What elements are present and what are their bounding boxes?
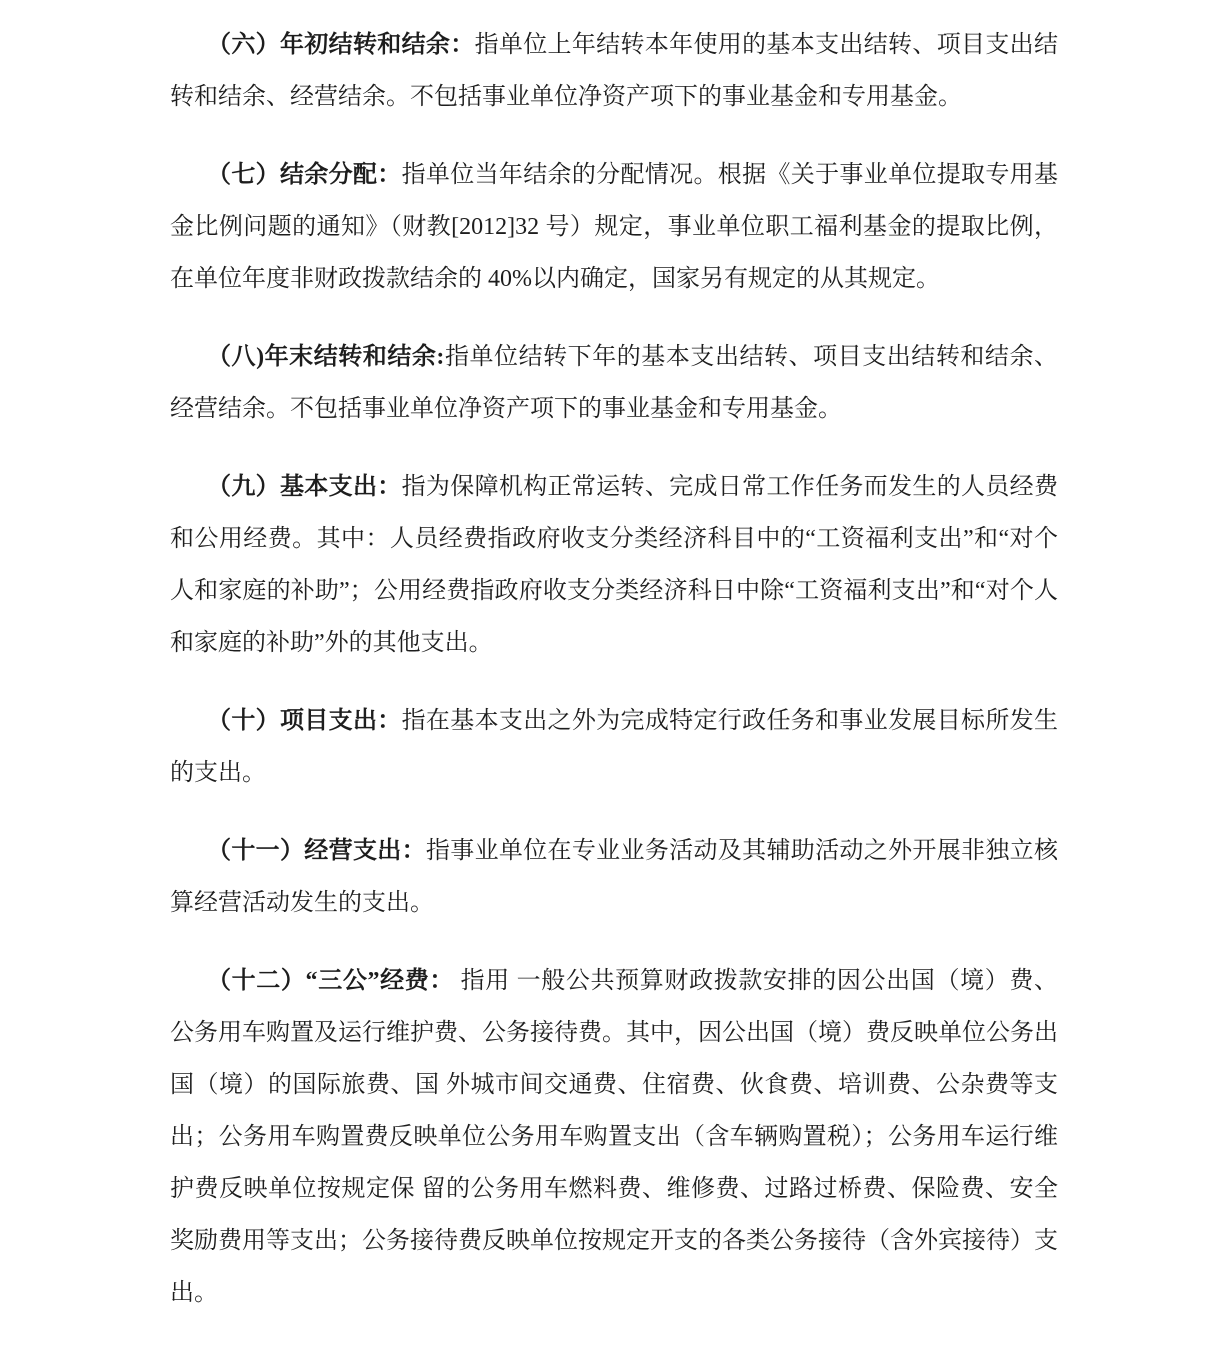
section-6-body: 指单位上年结转本年使用的基本支出结转、项目支出结转和结余、经营结余。不包括事业单位净资产项下的事业基金和专用基金。 [170, 32, 1059, 110]
section-12-heading: （十二）“三公”经费： [207, 968, 455, 994]
paragraph-section-7 [170, 149, 1058, 305]
section-7-body: 指单位当年结余的分配情况。根据《关于事业单位提取专用基金比例问题的通知》（财教[2012]32 号）规定，事业单位职工福利基金的提取比例，在单位年度非财政拨款结余的 40%以内确定，国家另有规定的从其规定。 [170, 162, 1059, 292]
paragraph-section-6 [170, 19, 1058, 123]
paragraph-section-10 [170, 695, 1058, 799]
section-12-body: 指用 一般公共预算财政拨款安排的因公出国（境）费、公务用车购置及运行维护费、公务接待费。其中，因公出国（境）费反映单位公务出国（境）的国际旅费、国 外城市间交通费、住宿费、伙食费、培训费、公杂费等支出；公务用车购置费反映单位公务用车购置支出（含车辆购置税）；公务用车运行维护费反映单位按规定保 留的公务用车燃料费、维修费、过路过桥费、保险费、安全奖励费用等支出；公务接待费反映单位按规定开支的各类公务接待（含外宾接待）支出。 [170, 968, 1059, 1306]
section-10-body: 指在基本支出之外为完成特定行政任务和事业发展目标所发生的支出。 [170, 708, 1059, 786]
section-6-heading: （六）年初结转和结余： [207, 32, 475, 58]
section-9-body: 指为保障机构正常运转、完成日常工作任务而发生的人员经费和公用经费。其中：人员经费指政府收支分类经济科目中的“工资福利支出”和“对个人和家庭的补助”；公用经费指政府收支分类经济科日中除“工资福利支出”和“对个人和家庭的补助”外的其他支出。 [170, 474, 1059, 656]
paragraph-section-11 [170, 825, 1058, 929]
paragraph-section-9 [170, 461, 1058, 669]
paragraph-section-12 [170, 955, 1058, 1319]
section-11-heading: （十一）经营支出： [207, 838, 426, 864]
section-8-body: 指单位结转下年的基本支出结转、项目支出结转和结余、经营结余。不包括事业单位净资产项下的事业基金和专用基金。 [170, 344, 1059, 422]
section-8-heading: （八)年末结转和结余: [207, 344, 445, 370]
section-10-heading: （十）项目支出： [207, 708, 402, 734]
section-9-heading: （九）基本支出： [207, 474, 402, 500]
section-11-body: 指事业单位在专业业务活动及其辅助活动之外开展非独立核算经营活动发生的支出。 [170, 838, 1059, 916]
paragraph-section-8 [170, 331, 1058, 435]
section-7-heading: （七）结余分配： [207, 162, 402, 188]
